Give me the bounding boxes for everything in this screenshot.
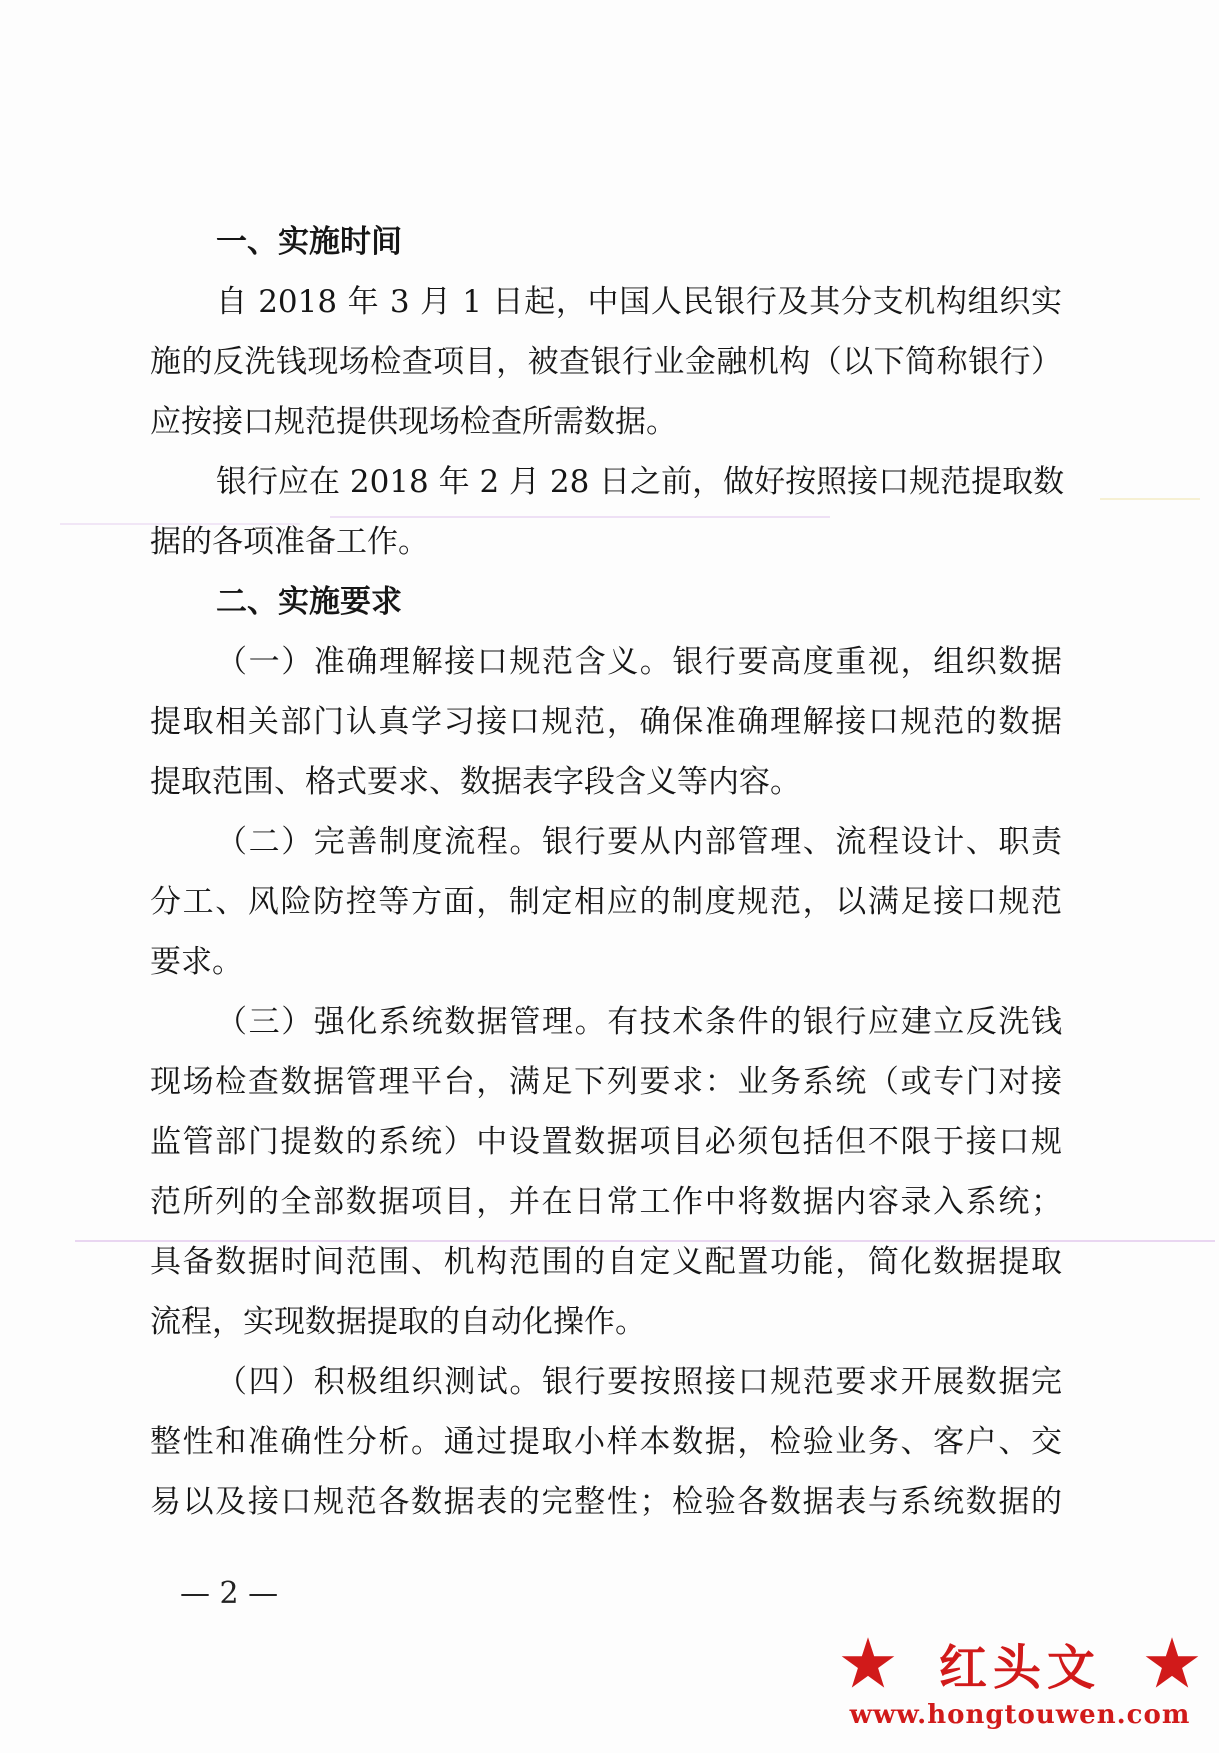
section-heading-implementation-time: 一、实施时间: [216, 224, 402, 260]
paragraph-implementation-date: [150, 272, 1062, 452]
star-icon: [1144, 1635, 1200, 1691]
text-line: 分工、风险防控等方面，制定相应的制度规范，以满足接口规范: [150, 884, 1062, 920]
text-line: 易以及接口规范各数据表的完整性；检验各数据表与系统数据的: [150, 1484, 1062, 1520]
scan-mark-line: [1100, 498, 1200, 500]
text-line: （四）积极组织测试。银行要按照接口规范要求开展数据完: [216, 1364, 1062, 1400]
section-heading-implementation-requirements: 二、实施要求: [216, 584, 402, 620]
star-icon: [840, 1635, 896, 1691]
text-line: 要求。: [150, 944, 243, 980]
text-line: 自 2018 年 3 月 1 日起，中国人民银行及其分支机构组织实: [216, 284, 1062, 320]
paragraph-requirement-2: [150, 812, 1062, 992]
paragraph-requirement-3: [150, 992, 1062, 1352]
text-line: 提取相关部门认真学习接口规范，确保准确理解接口规范的数据: [150, 704, 1062, 740]
text-line: 监管部门提数的系统）中设置数据项目必须包括但不限于接口规: [150, 1124, 1062, 1160]
text-line: 据的各项准备工作。: [150, 524, 429, 560]
document-body: [150, 212, 1065, 1532]
text-line: （一）准确理解接口规范含义。银行要高度重视，组织数据: [216, 644, 1062, 680]
watermark-title: 红头文: [938, 1639, 1101, 1696]
text-line: 现场检查数据管理平台，满足下列要求：业务系统（或专门对接: [150, 1064, 1062, 1100]
text-line: 银行应在 2018 年 2 月 28 日之前，做好按照接口规范提取数: [216, 464, 1065, 500]
paragraph-requirement-4: [150, 1352, 1062, 1532]
text-line: 提取范围、格式要求、数据表字段含义等内容。: [150, 764, 801, 800]
text-line: （二）完善制度流程。银行要从内部管理、流程设计、职责: [216, 824, 1062, 860]
page-number: — 2 —: [180, 1576, 279, 1611]
text-line: 施的反洗钱现场检查项目，被查银行业金融机构（以下简称银行）: [150, 344, 1062, 380]
watermark-url: www.hongtouwen.com: [849, 1700, 1191, 1730]
text-line: 具备数据时间范围、机构范围的自定义配置功能，简化数据提取: [150, 1244, 1062, 1280]
site-watermark: [840, 1628, 1200, 1738]
text-line: 流程，实现数据提取的自动化操作。: [150, 1304, 646, 1340]
paragraph-preparation-deadline: [150, 452, 1065, 572]
paragraph-requirement-1: [150, 632, 1062, 812]
text-line: （三）强化系统数据管理。有技术条件的银行应建立反洗钱: [216, 1004, 1062, 1040]
text-line: 应按接口规范提供现场检查所需数据。: [150, 404, 677, 440]
text-line: 整性和准确性分析。通过提取小样本数据，检验业务、客户、交: [150, 1424, 1062, 1460]
text-line: 范所列的全部数据项目，并在日常工作中将数据内容录入系统；: [150, 1184, 1062, 1220]
